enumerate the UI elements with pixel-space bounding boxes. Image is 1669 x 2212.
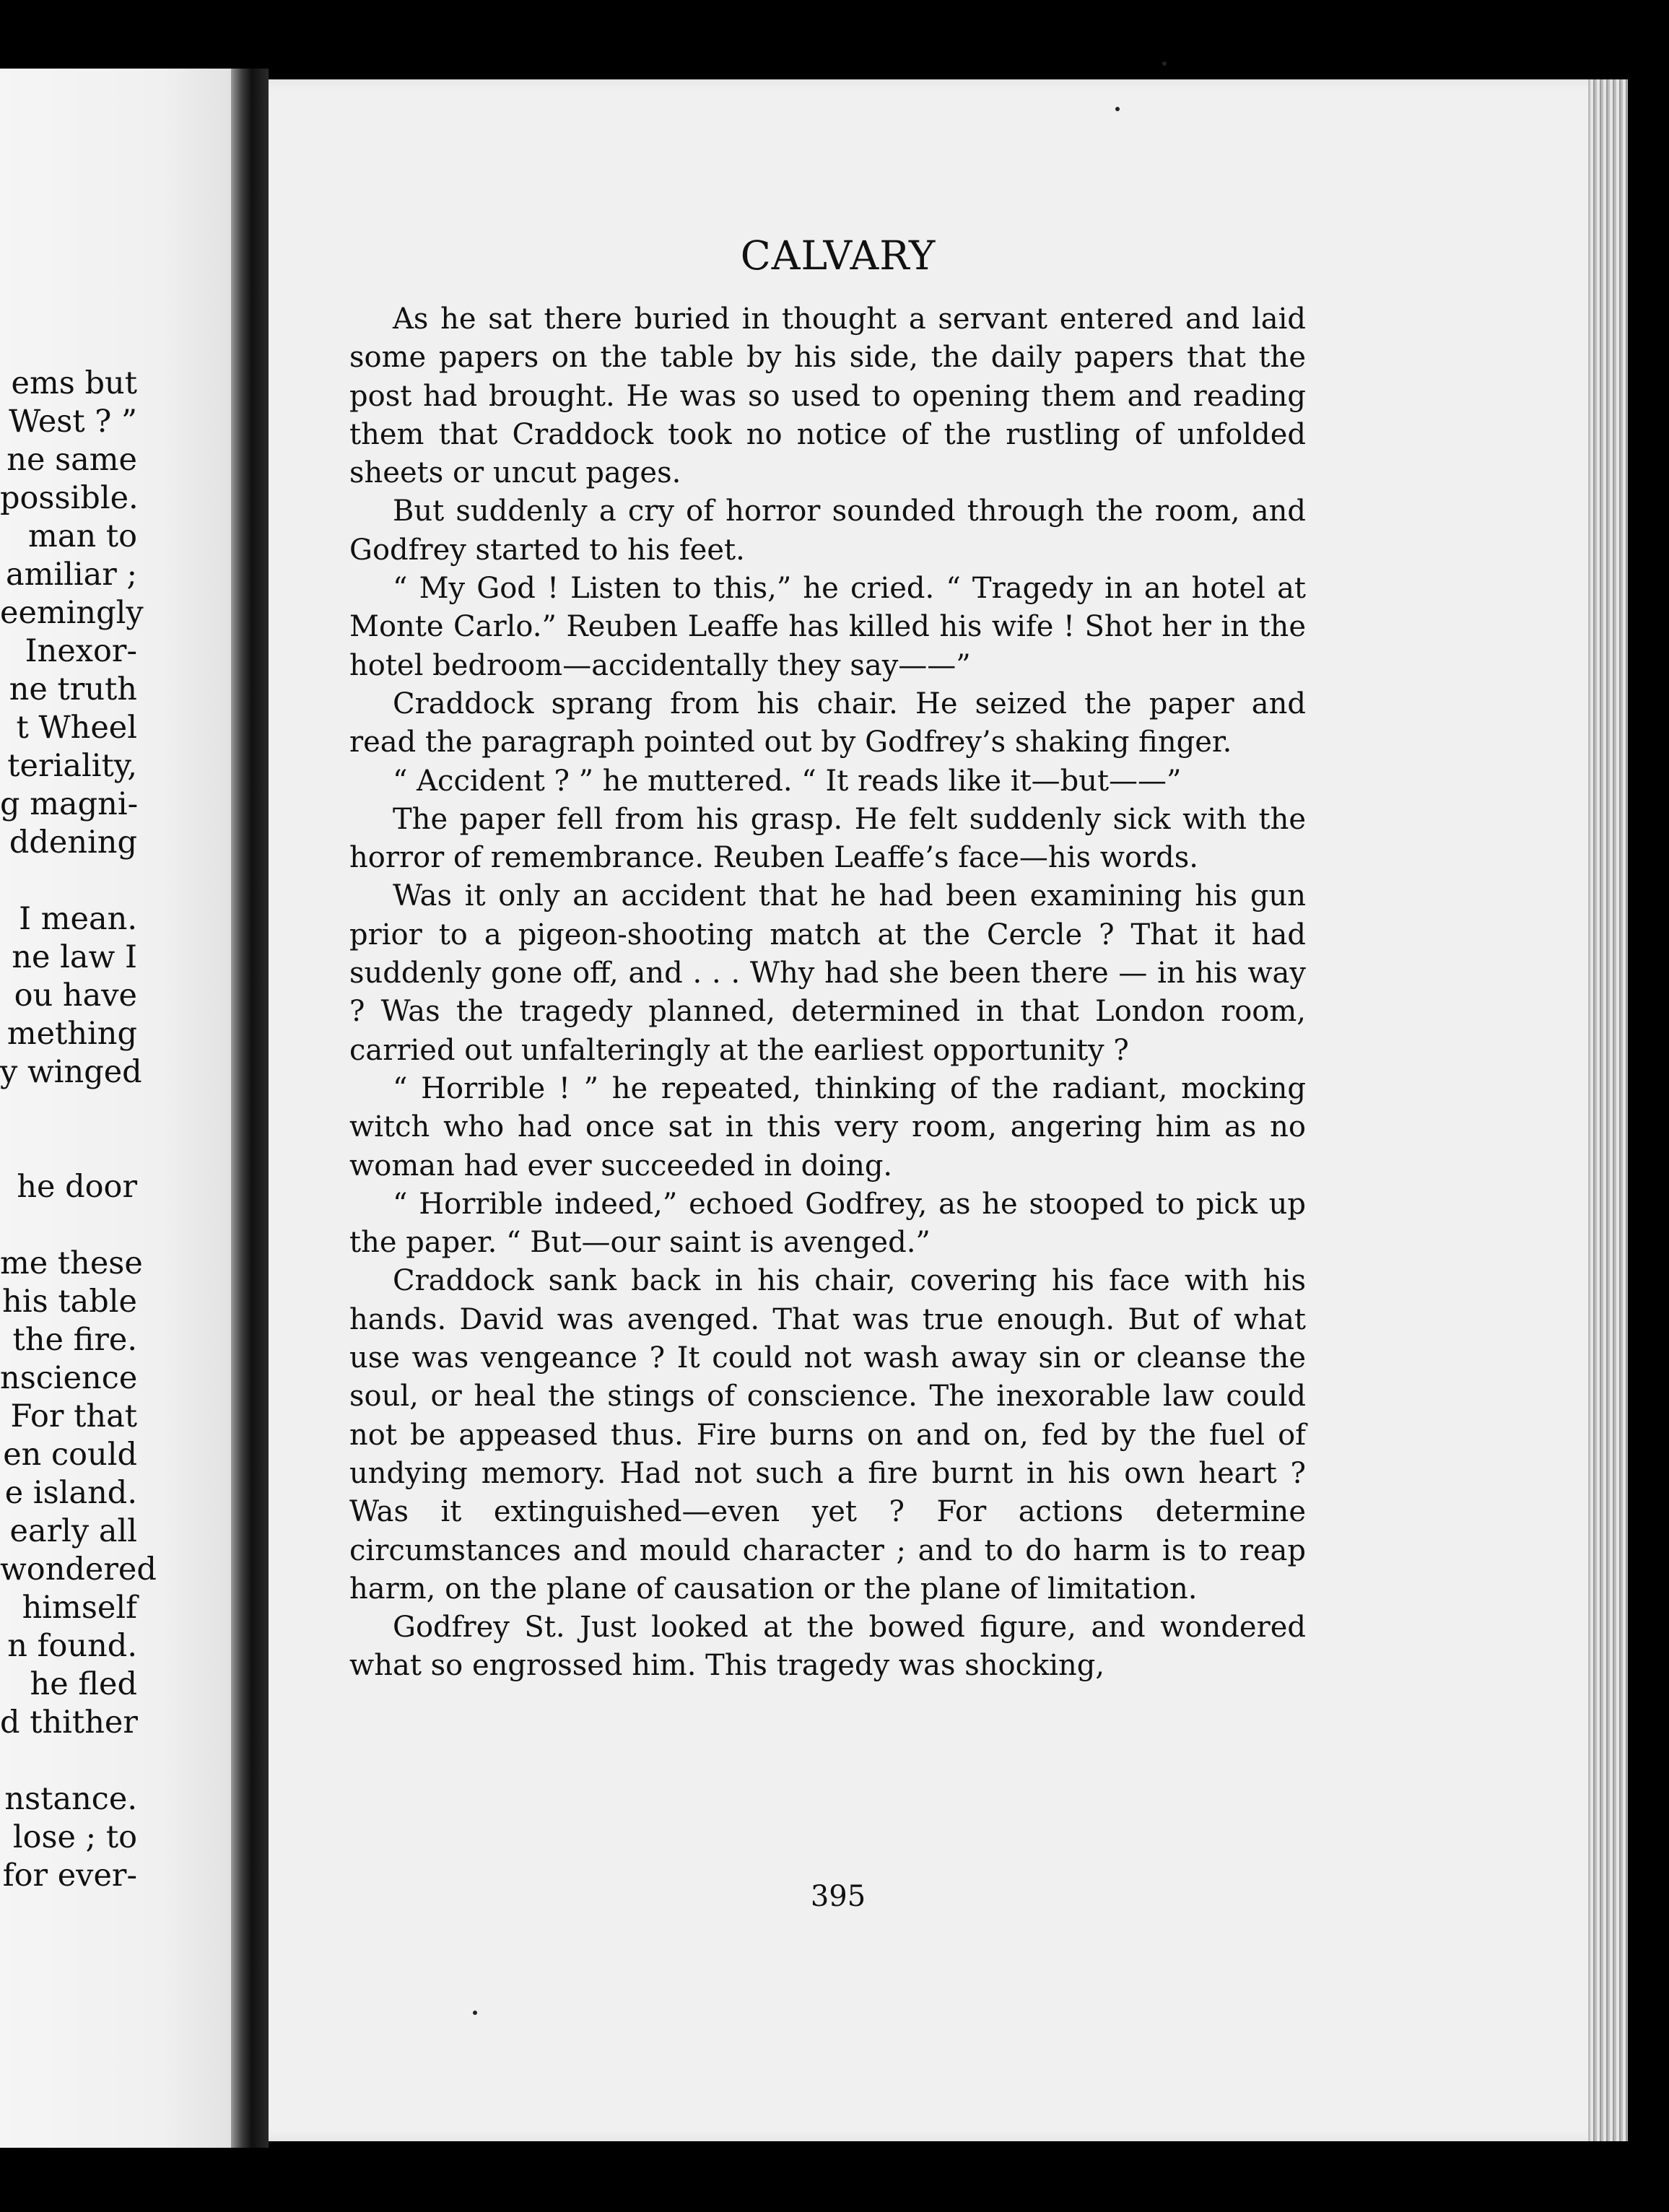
left-page-line: e island. [4, 1475, 137, 1511]
left-page-line: himself [22, 1590, 137, 1626]
left-page-line: ems but [11, 365, 137, 401]
left-page-line: amiliar ; [5, 557, 137, 593]
left-page-line: ne same [6, 442, 137, 478]
left-page-line: his table [2, 1284, 137, 1320]
left-page-line: d thither [0, 1704, 138, 1741]
paragraph: As he sat there buried in thought a servant entered and laid some papers on the table by his side, the daily papers that the post had brought. He was so used to opening them and reading them that Craddock took no notice of the rustling of unfolded sheets or uncut pages. [349, 302, 1306, 490]
paragraph: Was it only an accident that he had been examining his gun prior to a pigeon-shooting match at the Cercle ? That it had suddenly gone off, and . . . Why had she been there — in his way ? Was the tragedy planned, determined in that London room, carried out unfalteringly at the earliest opportunity ? [349, 879, 1306, 1067]
paragraph: But suddenly a cry of horror sounded through the room, and Godfrey started to his feet. [349, 495, 1306, 567]
left-page-line: mething [6, 1016, 137, 1052]
left-page-line: Inexor- [25, 633, 137, 669]
left-page-line [0, 1130, 137, 1168]
left-page-line: For that [10, 1398, 137, 1434]
left-page-line: g magni- [0, 786, 139, 822]
left-page-line: possible. [0, 480, 139, 516]
left-page-line: wondered [0, 1551, 157, 1588]
chapter-title: CALVARY [740, 232, 936, 279]
paragraph: Craddock sank back in his chair, covering his face with his hands. David was avenged. That was true enough. But of what use was vengeance ? It could not wash away sin or cleanse the soul, or heal the stings of conscience. The inexorable law could not be appeased thus. Fire burns on and on, fed by the fuel of undying memory. Had not such a fire burnt in his own heart ? Was it extinguished—even yet ? For actions determine circumstances and mould character ; and to do harm is to reap harm, on the plane of causation or the plane of limitation. [349, 1264, 1306, 1606]
left-page-line: eemingly [0, 595, 144, 631]
left-page-line: the fire. [12, 1322, 137, 1358]
left-page-line: teriality, [7, 748, 137, 784]
left-page-line: he fled [30, 1666, 137, 1702]
paragraph: “ Horrible indeed,” echoed Godfrey, as he stooped to pick up the paper. “ But—our saint is avenged.” [349, 1187, 1306, 1260]
paragraph: Godfrey St. Just looked at the bowed figure, and wondered what so engrossed him. This tragedy was shocking, [349, 1611, 1306, 1683]
left-page-line: I mean. [19, 901, 137, 937]
page-number: 395 [810, 1880, 866, 1913]
paragraph: “ Horrible ! ” he repeated, thinking of the radiant, mocking witch who had once sat in this very room, angering him as no woman had ever succeeded in doing. [349, 1071, 1306, 1183]
dust-speck [473, 2011, 477, 2015]
left-page-line [0, 1092, 137, 1130]
left-page-line: t Wheel [16, 710, 137, 746]
paragraph: The paper fell from his grasp. He felt suddenly sick with the horror of remembrance. Reuben Leaffe’s face—his words. [349, 802, 1306, 875]
body-text [349, 300, 1306, 1686]
left-page-line: ou have [14, 977, 137, 1014]
left-page-text [0, 365, 157, 1895]
left-page-line: ne law I [12, 939, 137, 975]
left-page-line: West ? ” [9, 404, 137, 440]
left-page-line: nstance. [4, 1781, 137, 1817]
paragraph: “ My God ! Listen to this,” he cried. “ Tragedy in an hotel at Monte Carlo.” Reuben Leaffe has killed his wife ! Shot her in the hotel bedroom—accidentally they say——” [349, 572, 1306, 682]
left-facing-page [0, 69, 231, 2148]
left-page-line: n found. [7, 1628, 137, 1664]
left-page-line: me these [0, 1245, 143, 1281]
dust-speck [1162, 61, 1167, 66]
left-page-line [0, 1742, 137, 1780]
left-page-line: for ever- [2, 1858, 137, 1894]
left-page-line: he door [17, 1169, 137, 1205]
left-page-line: man to [28, 518, 137, 554]
left-page-line: ddening [9, 824, 137, 861]
paragraph: Craddock sprang from his chair. He seized the paper and read the paragraph pointed out by Godfrey’s shaking finger. [349, 687, 1306, 759]
left-page-line: nscience [0, 1360, 138, 1396]
left-page-line: early all [9, 1513, 137, 1549]
left-page-line [0, 1206, 137, 1245]
left-page-line: lose ; to [12, 1819, 137, 1855]
left-page-line [0, 862, 137, 900]
book-gutter [231, 69, 269, 2148]
paragraph: “ Accident ? ” he muttered. “ It reads like it—but——” [393, 764, 1182, 798]
page-edge-stack [1588, 79, 1628, 2141]
left-page-line: en could [3, 1437, 137, 1473]
dust-speck [1115, 107, 1120, 111]
left-page-line: ne truth [9, 671, 137, 707]
left-page-line: y winged [0, 1054, 142, 1090]
